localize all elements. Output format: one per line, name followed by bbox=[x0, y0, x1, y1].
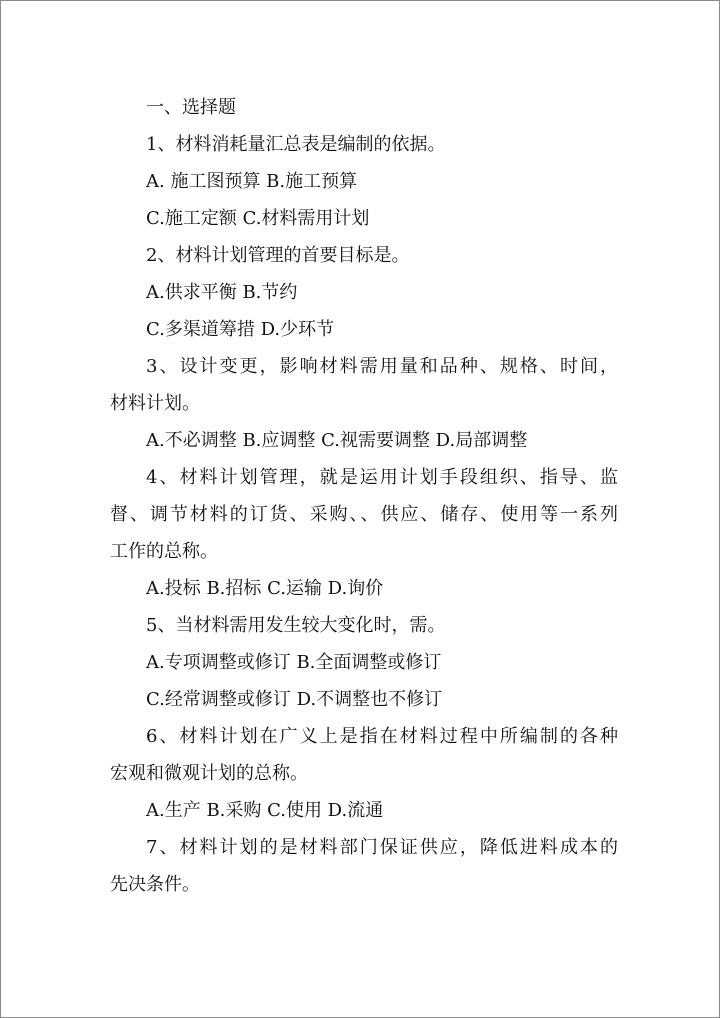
question-4-text-line-1: 4、材料计划管理，就是运用计划手段组织、指导、监 bbox=[146, 467, 618, 488]
question-2-options-line-2: C.多渠道筹措 D.少环节 bbox=[146, 319, 335, 340]
question-3-text-line-2: 材料计划。 bbox=[110, 393, 200, 414]
question-6-text-line-1: 6、材料计划在广义上是指在材料过程中所编制的各种 bbox=[146, 726, 618, 747]
question-6-text-line-2: 宏观和微观计划的总称。 bbox=[110, 763, 308, 784]
question-1-text: 1、材料消耗量汇总表是编制的依据。 bbox=[146, 134, 446, 155]
section-heading: 一、选择题 bbox=[146, 97, 236, 118]
question-4-text-line-3: 工作的总称。 bbox=[110, 541, 218, 562]
question-2-options-line-1: A.供求平衡 B.节约 bbox=[146, 282, 298, 303]
question-4-text-line-2: 督、调节材料的订货、采购、、供应、储存、使用等一系列 bbox=[110, 504, 618, 525]
question-5-options-line-1: A.专项调整或修订 B.全面调整或修订 bbox=[146, 652, 442, 673]
question-5-text: 5、当材料需用发生较大变化时，需。 bbox=[146, 615, 446, 636]
question-3-options: A.不必调整 B.应调整 C.视需要调整 D.局部调整 bbox=[146, 430, 528, 451]
question-2-text: 2、材料计划管理的首要目标是。 bbox=[146, 245, 410, 266]
question-1-options-line-2: C.施工定额 C.材料需用计划 bbox=[146, 208, 370, 229]
question-5-options-line-2: C.经常调整或修订 D.不调整也不修订 bbox=[146, 689, 443, 710]
document-body bbox=[110, 89, 618, 903]
question-1-options-line-1: A. 施工图预算 B.施工预算 bbox=[146, 171, 358, 192]
question-7-text-line-2: 先决条件。 bbox=[110, 874, 200, 895]
question-3-text-line-1: 3、设计变更，影响材料需用量和品种、规格、时间， bbox=[146, 356, 618, 377]
question-4-options: A.投标 B.招标 C.运输 D.询价 bbox=[146, 578, 384, 599]
question-7-text-line-1: 7、材料计划的是材料部门保证供应，降低进料成本的 bbox=[146, 837, 618, 858]
question-6-options: A.生产 B.采购 C.使用 D.流通 bbox=[146, 800, 384, 821]
